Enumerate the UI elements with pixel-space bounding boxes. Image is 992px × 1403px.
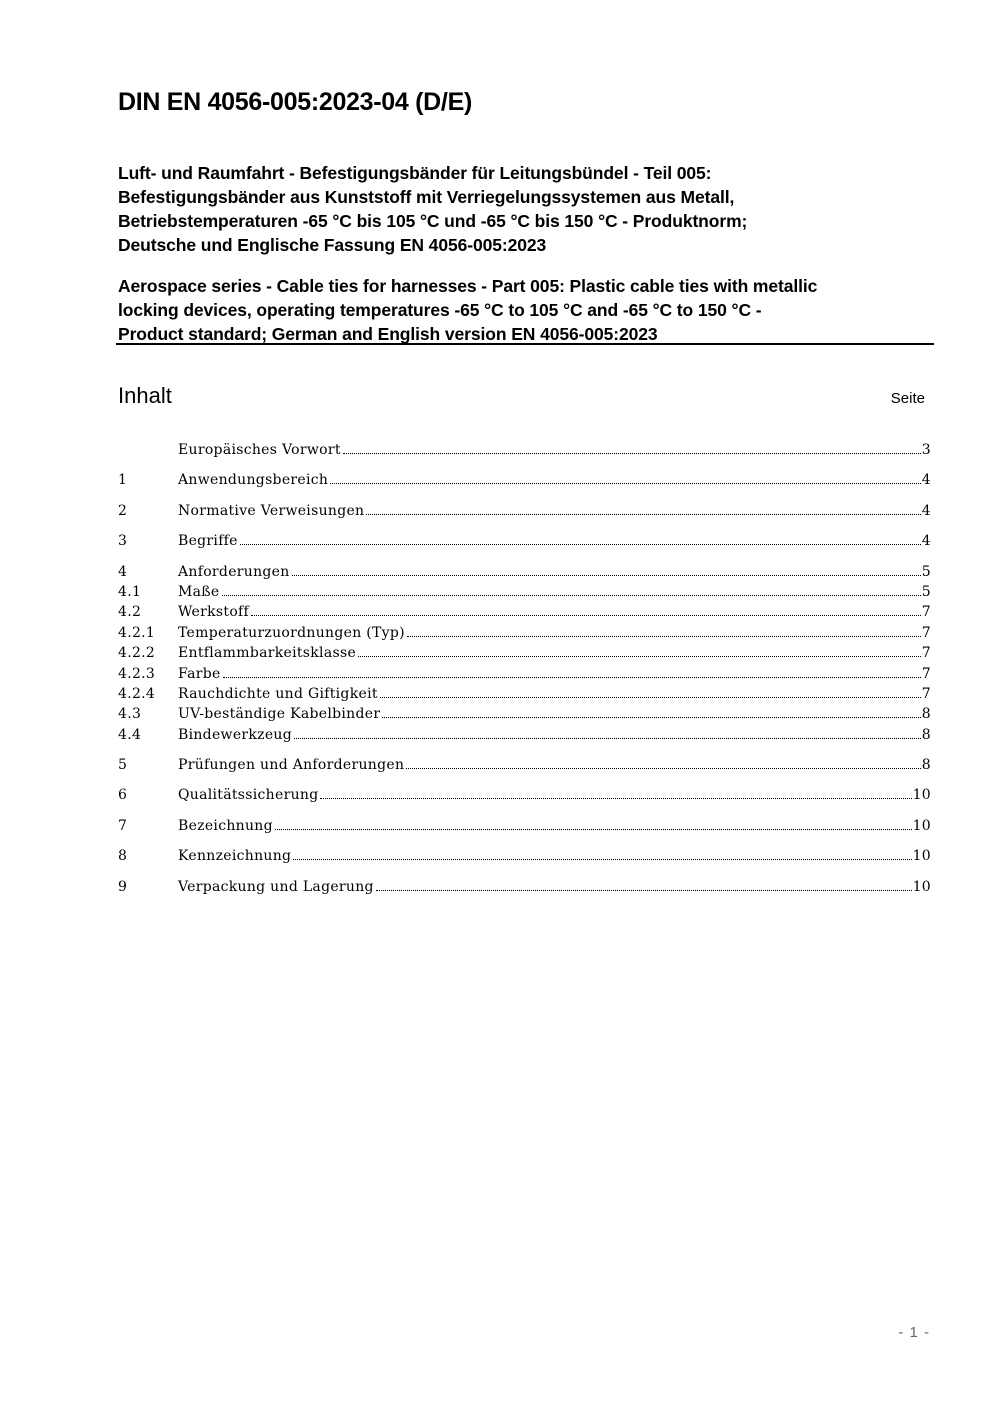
toc-entry-number: 3: [118, 533, 128, 550]
toc-entry-page: 4: [921, 533, 931, 550]
toc-entry[interactable]: [118, 785, 931, 805]
toc-entry[interactable]: [118, 623, 931, 643]
toc-entry-title: Anforderungen: [178, 563, 290, 580]
toc-entry[interactable]: [118, 846, 931, 866]
title-english-line: Product standard; German and English version EN 4056-005:2023: [118, 324, 658, 344]
toc-heading: Inhalt: [118, 383, 172, 408]
toc-entry-title: Qualitätssicherung: [178, 787, 319, 804]
toc-entry-page: 8: [921, 726, 931, 743]
toc-leader: [320, 798, 911, 799]
toc-leader: [275, 829, 912, 830]
toc-leader: [294, 738, 921, 739]
toc-leader: [382, 717, 920, 718]
toc-entry-title: Entflammbarkeitsklasse: [178, 645, 357, 662]
toc-entry-number: 1: [118, 472, 128, 489]
toc-entry-page: 10: [912, 848, 931, 865]
toc-leader: [366, 514, 920, 515]
title-german-line: Betriebstemperaturen -65 °C bis 105 °C und -65 °C bis 150 °C - Produktnorm;: [118, 211, 748, 231]
title-german-line: Luft- und Raumfahrt - Befestigungsbänder für Leitungsbündel - Teil 005:: [118, 163, 712, 183]
toc-entry-page: 10: [912, 817, 931, 834]
toc-leader: [251, 615, 921, 616]
toc-entry-number: 7: [118, 817, 128, 834]
toc-entry-title: UV-beständige Kabelbinder: [178, 706, 381, 723]
toc-leader: [380, 697, 921, 698]
toc-entry-title: Bindewerkzeug: [178, 726, 293, 743]
toc-leader: [407, 636, 921, 637]
toc-leader: [358, 656, 921, 657]
title-german-line: Befestigungsbänder aus Kunststoff mit Verriegelungssystemen aus Metall,: [118, 187, 735, 207]
toc-entry-title: Maße: [178, 583, 220, 600]
toc-leader: [376, 890, 912, 891]
toc-entry[interactable]: [118, 562, 931, 582]
toc-entry[interactable]: [118, 725, 931, 745]
toc-entry-title: Begriffe: [178, 533, 238, 550]
toc-entry-page: 10: [912, 878, 931, 895]
toc-entry[interactable]: [118, 684, 931, 704]
toc-entry-number: 4.1: [118, 583, 142, 600]
toc-leader: [293, 859, 911, 860]
toc-entry-title: Rauchdichte und Giftigkeit: [178, 685, 378, 702]
toc-entry-title: Anwendungsbereich: [178, 472, 329, 489]
toc-entry-number: 4.2.1: [118, 624, 156, 641]
toc-entry-page: 8: [921, 757, 931, 774]
toc-entry-number: 5: [118, 757, 128, 774]
toc-entry-page: 4: [921, 502, 931, 519]
toc-entry-title: Kennzeichnung: [178, 848, 292, 865]
title-rule: [116, 343, 934, 345]
toc-entry-page: 4: [921, 472, 931, 489]
toc-entry[interactable]: [118, 664, 931, 684]
toc-entry[interactable]: [118, 704, 931, 724]
toc-entry[interactable]: [118, 582, 931, 602]
toc-entry[interactable]: [118, 643, 931, 663]
toc-entry[interactable]: [118, 470, 931, 490]
toc-entry-number: 4.3: [118, 706, 142, 723]
toc-entry[interactable]: [118, 755, 931, 775]
toc-entry[interactable]: [118, 501, 931, 521]
toc-entry-page: 7: [921, 604, 931, 621]
page-number: - 1 -: [898, 1324, 930, 1341]
toc-entry-title: Normative Verweisungen: [178, 502, 365, 519]
toc-entry-number: 4.4: [118, 726, 142, 743]
toc-entry-page: 8: [921, 706, 931, 723]
toc-leader: [240, 544, 921, 545]
title-german-line: Deutsche und Englische Fassung EN 4056-005:2023: [118, 235, 547, 255]
toc-entry[interactable]: [118, 440, 931, 460]
toc-entry-page: 3: [921, 442, 931, 458]
toc-entry[interactable]: [118, 816, 931, 836]
toc-entry-page: 7: [921, 624, 931, 641]
title-english-line: Aerospace series - Cable ties for harnesses - Part 005: Plastic cable ties with metallic: [118, 276, 818, 296]
toc-entry-title: Werkstoff: [178, 604, 250, 621]
toc-leader: [343, 453, 921, 454]
toc-entry-title: Temperaturzuordnungen (Typ): [178, 624, 405, 641]
toc-entry-number: 4.2.2: [118, 645, 156, 662]
toc-leader: [222, 595, 921, 596]
toc-entry-title: Verpackung und Lagerung: [178, 878, 374, 895]
toc-entry-page: 7: [921, 645, 931, 662]
toc-entry-page: 5: [921, 563, 931, 580]
toc-entry-page: 7: [921, 685, 931, 702]
toc-entry-page: 5: [921, 583, 931, 600]
title-english-line: locking devices, operating temperatures -65 °C to 105 °C and -65 °C to 150 °C -: [118, 300, 762, 320]
toc-leader: [292, 575, 921, 576]
toc-entry-title: Europäisches Vorwort: [178, 442, 341, 458]
toc-entry-number: 4.2.4: [118, 685, 156, 702]
toc-entry-title: Prüfungen und Anforderungen: [178, 757, 405, 774]
toc-leader: [330, 483, 921, 484]
toc-entry-page: 10: [912, 787, 931, 804]
toc-leader: [406, 768, 921, 769]
document-id: DIN EN 4056-005:2023-04 (D/E): [118, 88, 472, 116]
toc-leader: [223, 677, 921, 678]
toc-page-label: Seite: [890, 390, 925, 407]
title-german: [118, 161, 918, 257]
title-english: [118, 274, 933, 346]
toc-entry-title: Farbe: [178, 665, 221, 682]
toc-entry-number: 2: [118, 502, 128, 519]
toc-entry[interactable]: [118, 602, 931, 622]
toc-entry-number: 8: [118, 848, 128, 865]
table-of-contents: [118, 440, 931, 897]
toc-entry-number: 4.2.3: [118, 665, 156, 682]
toc-entry-page: 7: [921, 665, 931, 682]
toc-entry[interactable]: [118, 531, 931, 551]
toc-entry-number: 9: [118, 878, 128, 895]
toc-entry-number: 6: [118, 787, 128, 804]
toc-entry-number: 4.2: [118, 604, 142, 621]
toc-entry-title: Bezeichnung: [178, 817, 273, 834]
toc-entry-number: 4: [118, 563, 128, 580]
toc-entry[interactable]: [118, 877, 931, 897]
